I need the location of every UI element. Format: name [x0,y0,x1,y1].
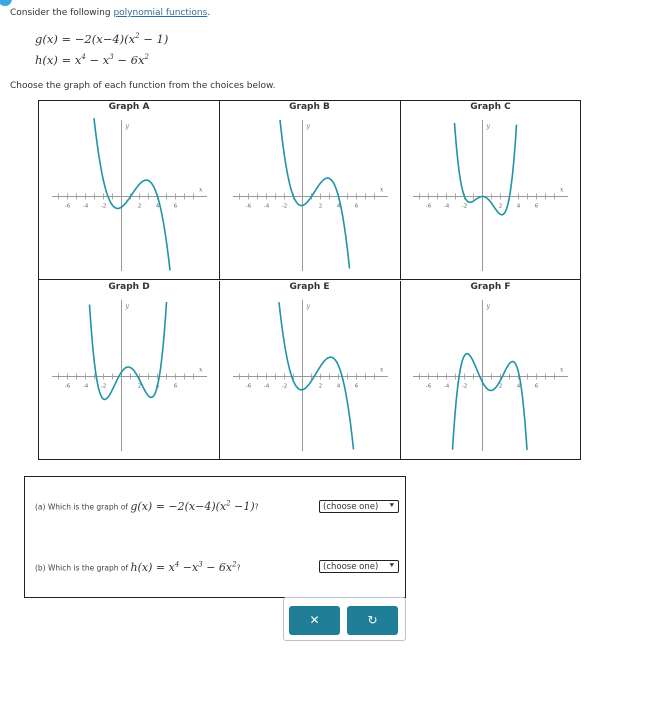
graph-d [39,281,220,460]
reset-button[interactable] [347,606,398,635]
clear-button[interactable] [289,606,340,635]
close-icon: ✕ [309,613,320,627]
tick-label: 4 [516,203,521,210]
intro-text [10,8,210,18]
question-b-text [35,560,241,574]
qa-tail: −1) [230,499,255,513]
intro-prefix: Consider the following [10,8,114,18]
question-b-select[interactable] [319,560,399,573]
y-axis-label: y [486,302,490,310]
qb-e1: 4 [174,560,180,568]
tick-label: 2 [318,203,322,210]
tick-label: 2 [137,203,142,210]
h-e3: 2 [144,53,149,62]
tick-label: 6 [534,383,539,389]
reset-icon: ↻ [367,613,378,627]
help-bubble-icon[interactable] [0,0,12,6]
questions-panel [24,476,406,598]
g-lhs: g(x) = [35,32,75,46]
tick-label: 4 [516,383,521,389]
action-bar [283,597,406,641]
tick-label: -6 [425,383,432,389]
tick-label: -2 [100,383,107,389]
graph-plot [403,112,578,277]
tick-label: 6 [534,203,539,210]
qa-lhs: g(x) = [130,499,169,513]
question-b-prefix: (b) Which is the graph of [35,563,131,573]
tick-label: -2 [281,383,287,389]
qb-e3: 2 [232,560,237,568]
graph-title: Graph B [289,102,330,112]
y-axis-label: y [125,302,129,310]
tick-label: 6 [173,203,178,210]
tick-label: -6 [245,203,251,210]
tick-label: 4 [155,383,160,389]
g-tail: − 1) [139,32,169,46]
qb-lhs: h(x) = [130,560,169,574]
question-b [25,538,405,598]
y-axis-label: y [306,302,310,310]
tick-label: -6 [64,383,71,389]
tick-label: 4 [336,383,340,389]
function-g [35,32,168,46]
question-b-math [131,561,237,574]
tick-label: -6 [245,383,251,389]
graph-plot [403,292,578,457]
x-axis-label: x [560,186,564,194]
tick-label: -2 [100,203,107,210]
question-a-select-value: (choose one) [323,502,379,512]
curve-line [280,120,350,268]
graph-plot [223,292,398,457]
qb-p3: − 6x [202,560,233,574]
curve-line [279,302,354,449]
qb-e2: 3 [198,560,203,568]
graph-f [400,281,581,460]
g-body: −2(x−4)(x [74,32,136,46]
h-e1: 4 [81,53,86,62]
tick-label: 6 [173,383,178,389]
graph-b [220,101,401,280]
question-a-prefix: (a) Which is the graph of [35,502,131,512]
h-p3: − 6x [113,53,145,67]
question-a-text [35,499,259,513]
tick-label: -4 [443,383,450,389]
graph-title: Graph F [470,281,511,292]
y-axis-label: y [125,123,129,130]
graph-plot [42,292,217,457]
intro-suffix: . [207,8,211,18]
tick-label: 4 [336,203,340,210]
tick-label: -4 [82,383,89,389]
h-p2: − x [85,53,110,67]
tick-label: -2 [461,203,468,210]
x-axis-label: x [199,366,203,373]
question-a-math [130,500,254,513]
chevron-down-icon: ⯆ [388,501,395,510]
chevron-down-icon: ⯆ [388,561,395,570]
tick-label: -4 [82,203,89,210]
x-axis-label: x [379,366,383,373]
x-axis-label: x [560,366,564,373]
tick-label: -6 [425,203,432,210]
tick-label: -4 [443,203,450,210]
graph-title: Graph A [108,102,150,112]
h-p1: x [74,53,82,67]
tick-label: 2 [498,383,503,389]
y-axis-label: y [306,123,310,130]
graph-plot [42,112,217,277]
qa-body: −2(x−4)(x [168,499,227,513]
tick-label: -6 [64,203,71,210]
qb-p2: −x [179,560,199,574]
graph-title: Graph D [108,281,150,292]
tick-label: 2 [498,203,503,210]
tick-label: 2 [137,383,142,389]
graph-e [220,281,401,460]
qa-exp: 2 [226,499,231,507]
instruction: Choose the graph of each function from the choices below. [10,81,276,91]
h-e2: 3 [109,53,114,62]
polynomial-functions-link[interactable]: polynomial functions [113,8,208,18]
curve-line [94,118,170,270]
tick-label: -2 [461,383,468,389]
tick-label: 6 [354,383,358,389]
graph-title: Graph C [470,102,511,112]
tick-label: 6 [354,203,358,210]
tick-label: -4 [263,383,269,389]
question-a-select[interactable] [319,500,399,513]
curve-line [453,353,528,449]
graph-choices-grid [38,100,581,460]
tick-label: -4 [263,203,269,210]
graph-title: Graph E [289,281,330,292]
x-axis-label: x [199,186,203,194]
tick-label: -2 [281,203,287,210]
h-lhs: h(x) = [35,53,75,67]
g-exp: 2 [135,32,140,41]
graph-c [400,101,581,280]
y-axis-label: y [486,123,490,130]
tick-label: 2 [318,383,322,389]
graph-plot [223,112,398,277]
question-a-suffix: ? [254,502,259,512]
question-b-suffix: ? [236,563,241,573]
graph-a [39,101,220,280]
tick-label: 4 [155,203,160,210]
curve-line [455,123,517,215]
qb-p1: x [168,560,175,574]
question-a [25,477,405,537]
question-b-select-value: (choose one) [323,562,379,572]
x-axis-label: x [379,186,383,194]
function-h [35,53,149,67]
